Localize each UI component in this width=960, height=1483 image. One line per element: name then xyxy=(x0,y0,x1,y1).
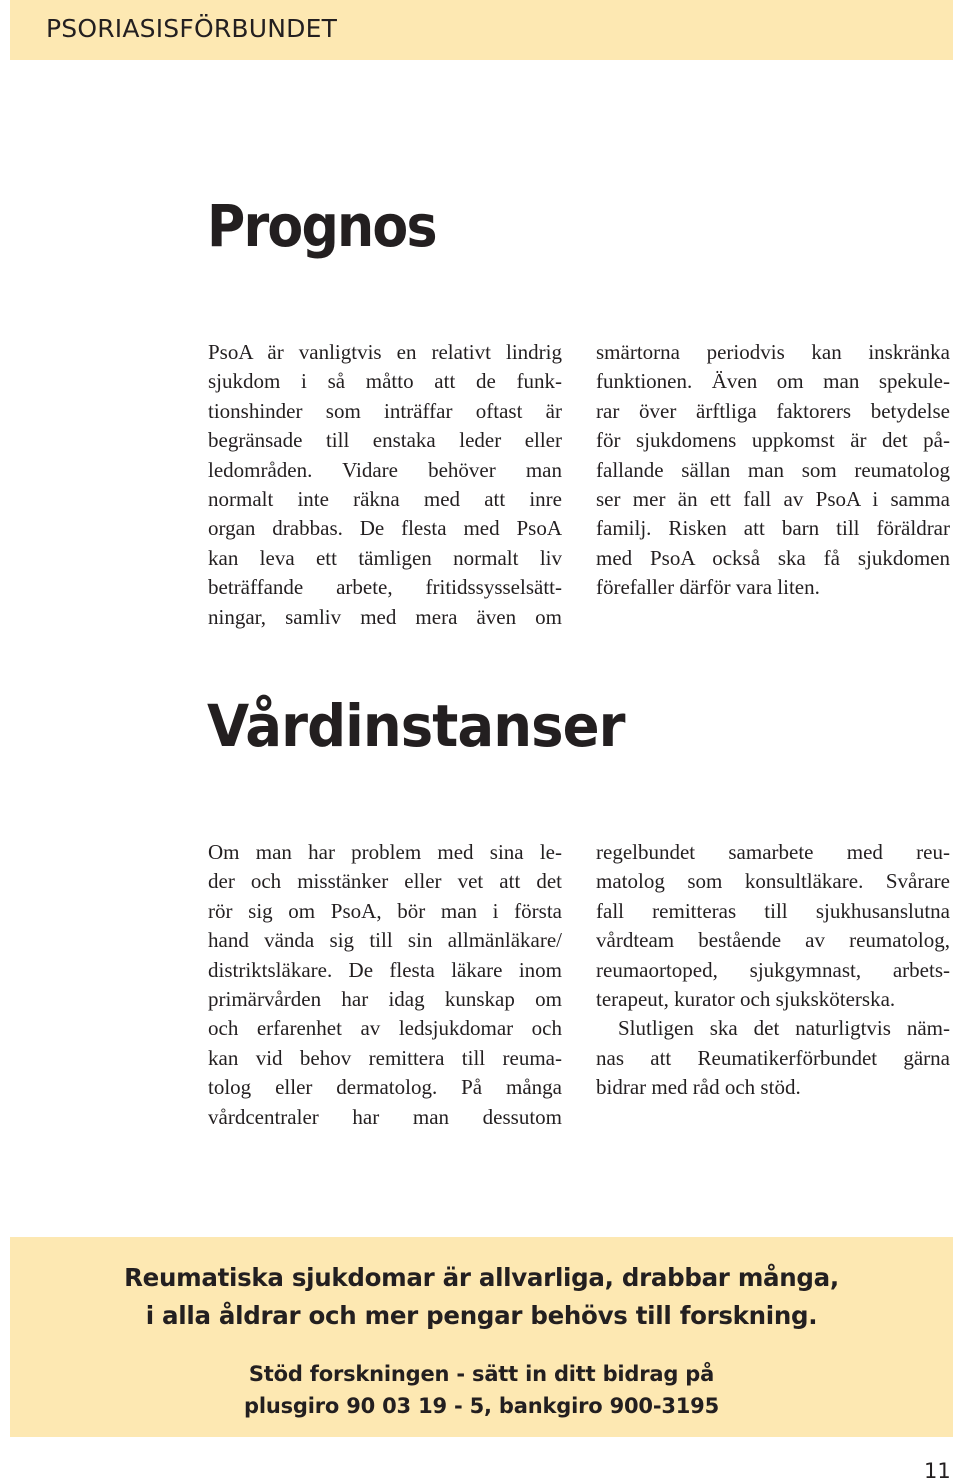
text-line: primärvården har idag kunskap om xyxy=(208,986,562,1011)
text-line: rar över ärftliga faktorers betydelse xyxy=(596,398,950,423)
heading-prognos: Prognos xyxy=(207,192,436,260)
text-line: normalt inte räkna med att inre xyxy=(208,486,562,511)
promo-headline-line-2: i alla åldrar och mer pengar behövs till forskning. xyxy=(145,1301,818,1330)
text-line: distriktsläkare. De flesta läkare inom xyxy=(208,957,562,982)
promo-box xyxy=(10,1237,953,1437)
text-line: organ drabbas. De flesta med PsoA xyxy=(208,516,562,541)
text-line: och erfarenhet av ledsjukdomar och xyxy=(208,1016,562,1041)
text-line: kan vid behov remittera till reuma- xyxy=(208,1045,562,1070)
text-line: bidrar med råd och stöd. xyxy=(596,1075,801,1100)
text-line: nas att Reumatikerförbundet gärna xyxy=(596,1045,950,1070)
text-line: fallande sällan man som reumatolog xyxy=(596,457,950,482)
text-line: PsoA är vanligtvis en relativt lindrig xyxy=(208,340,562,364)
text-line: ledområden. Vidare behöver man xyxy=(208,457,562,482)
text-line: terapeut, kurator och sjuksköterska. xyxy=(596,986,896,1011)
text-line: sjukdom i så måtto att de funk- xyxy=(208,369,562,394)
text-line: ningar, samliv med mera även om xyxy=(208,604,562,629)
text-line: beträffande arbete, fritidssysselsätt- xyxy=(208,575,562,600)
prognos-column-2 xyxy=(596,338,950,603)
header-bar xyxy=(10,0,953,60)
promo-donate-line-1: Stöd forskningen - sätt in ditt bidrag på xyxy=(248,1362,715,1386)
text-line: funktionen. Även om man spekule- xyxy=(596,369,950,394)
text-line: förefaller därför vara liten. xyxy=(596,575,820,600)
text-line: tolog eller dermatolog. På många xyxy=(208,1075,562,1100)
text-line: kan leva ett tämligen normalt liv xyxy=(208,545,562,570)
text-line: der och misstänker eller vet att det xyxy=(208,869,562,894)
text-line: Slutligen ska det naturligtvis näm- xyxy=(618,1016,950,1041)
text-line: Om man har problem med sina le- xyxy=(208,840,562,864)
page-number: 11 xyxy=(924,1459,951,1483)
text-line: matolog som konsultläkare. Svårare xyxy=(596,869,950,894)
text-line: reumaortoped, sjukgymnast, arbets- xyxy=(596,957,950,982)
text-line: för sjukdomens uppkomst är det på- xyxy=(596,428,950,453)
text-line: hand vända sig till sin allmänläkare/ xyxy=(208,928,562,953)
text-line: fall remitteras till sjukhusanslutna xyxy=(596,898,950,923)
header-title: PSORIASISFÖRBUNDET xyxy=(46,14,338,43)
text-line: begränsade till enstaka leder eller xyxy=(208,428,562,453)
vardinstanser-column-2 xyxy=(596,838,950,1103)
text-line: regelbundet samarbete med reu- xyxy=(596,840,950,864)
text-line: vårdteam bestående av reumatolog, xyxy=(596,928,950,953)
text-line: ser mer än ett fall av PsoA i samma xyxy=(596,486,950,511)
heading-vardinstanser: Vårdinstanser xyxy=(207,692,625,760)
prognos-column-1 xyxy=(208,338,562,632)
text-line: familj. Risken att barn till föräldrar xyxy=(596,516,950,541)
vardinstanser-column-1 xyxy=(208,838,562,1132)
text-line: smärtorna periodvis kan inskränka xyxy=(596,340,950,364)
text-line: rör sig om PsoA, bör man i första xyxy=(208,898,562,923)
text-line: vårdcentraler har man dessutom xyxy=(208,1104,562,1129)
text-line: tionshinder som inträffar oftast är xyxy=(208,398,562,423)
promo-headline-line-1: Reumatiska sjukdomar är allvarliga, drabbar många, xyxy=(124,1263,839,1292)
promo-donate-line-2: plusgiro 90 03 19 - 5, bankgiro 900-3195 xyxy=(244,1394,719,1418)
text-line: med PsoA också ska få sjukdomen xyxy=(596,545,950,570)
